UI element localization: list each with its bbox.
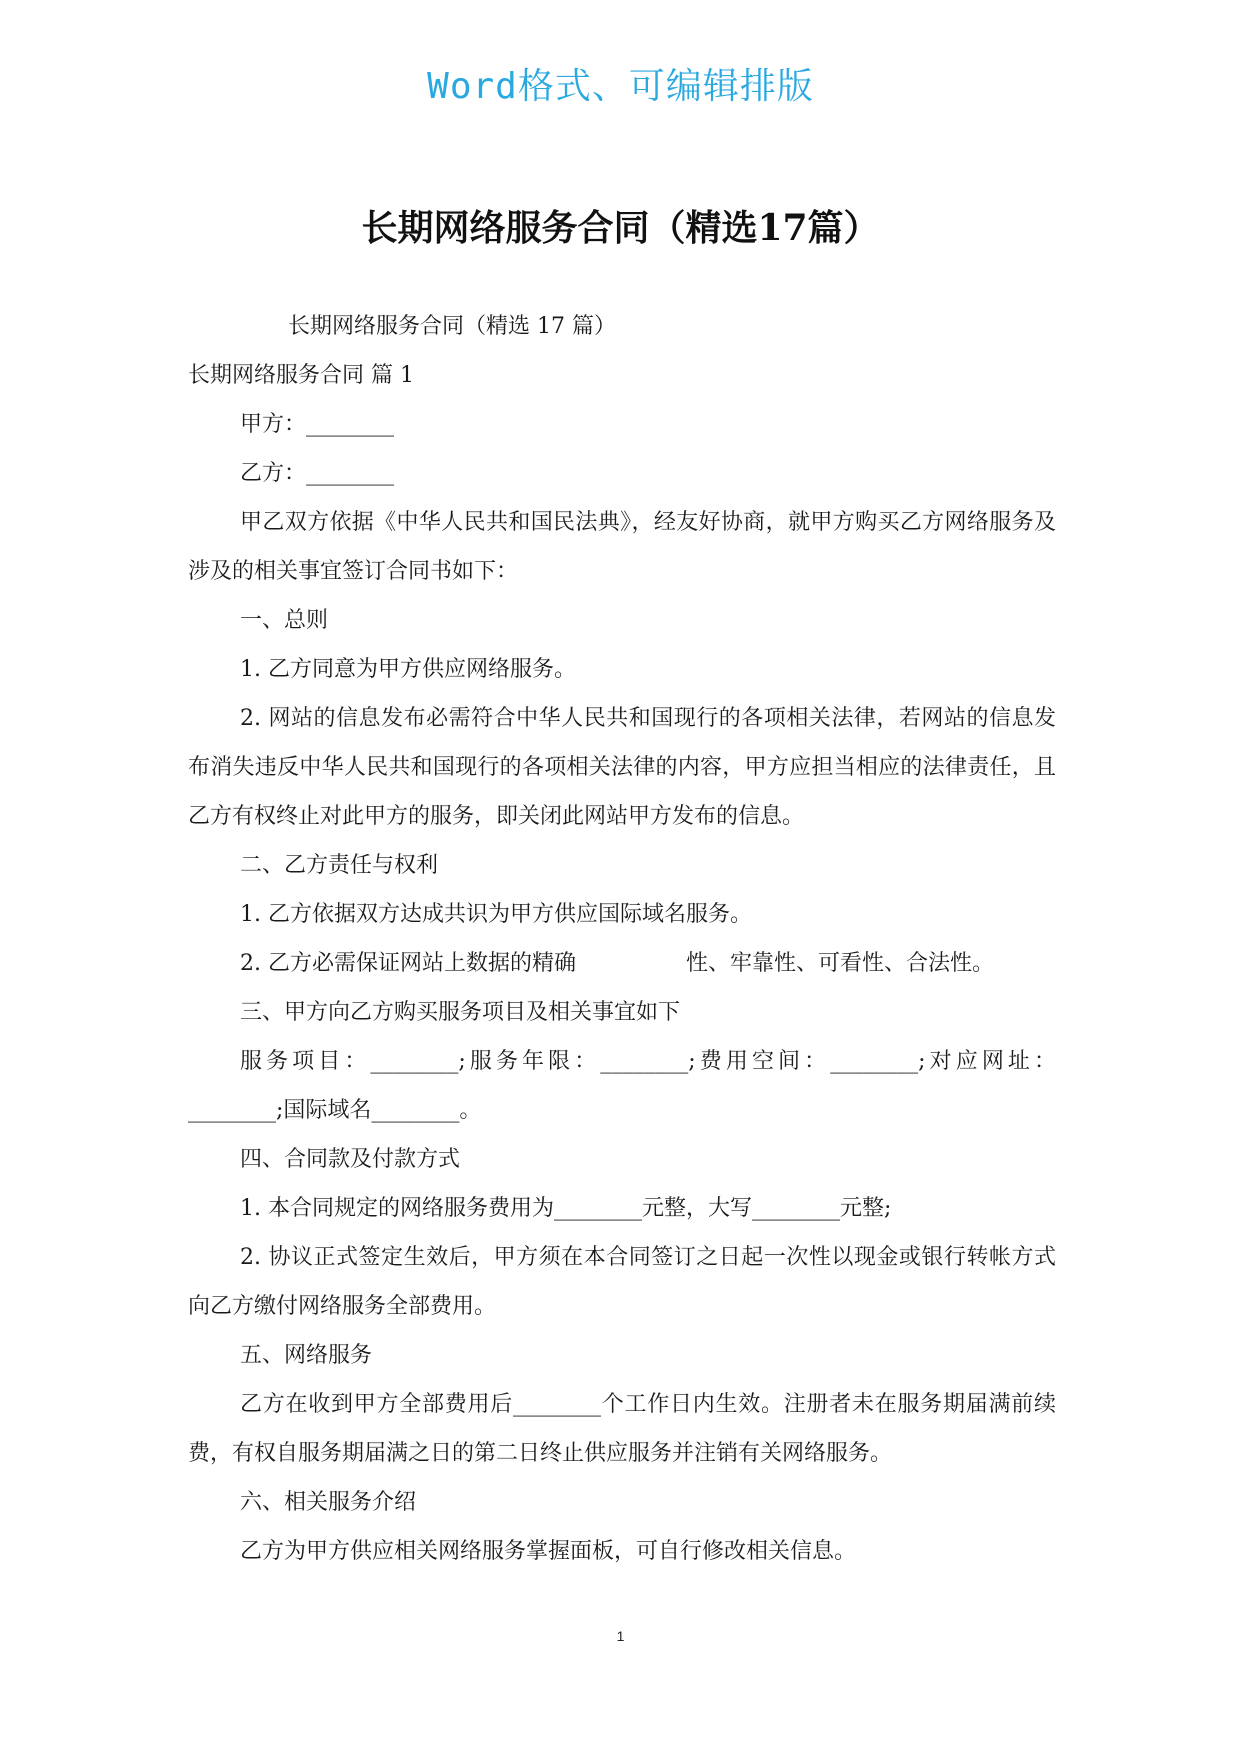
section-related-services: 六、相关服务介绍 (240, 1490, 417, 1515)
section-payment: 四、合同款及付款方式 (240, 1147, 461, 1172)
service-items-fields: 服务项目：________;服务年限：________;费用空间：________;对应网址：________;国际域名________。 (188, 1049, 1056, 1123)
preamble-paragraph: 甲乙双方依据《中华人民共和国民法典》，经友好协商，就甲方购买乙方网络服务及涉及的相关事宜签订合同书如下： (188, 510, 1056, 584)
clause-duties-2: 2. 乙方必需保证网站上数据的精确 性、牢靠性、可看性、合法性。 (240, 951, 994, 976)
clause-payment-1: 1. 本合同规定的网络服务费用为________元整，大写________元整; (240, 1196, 892, 1221)
clause-duties-1: 1. 乙方依据双方达成共识为甲方供应国际域名服务。 (240, 902, 752, 927)
section-network-service: 五、网络服务 (240, 1343, 373, 1368)
clause-general-1: 1. 乙方同意为甲方供应网络服务。 (240, 657, 576, 682)
party-b-line: 乙方：________ (240, 461, 395, 486)
page-title: 长期网络服务合同（精选17篇） (361, 207, 880, 249)
document-body (188, 302, 1056, 1576)
clause-related-services: 乙方为甲方供应相关网络服务掌握面板，可自行修改相关信息。 (240, 1539, 857, 1564)
section-heading-part-1: 长期网络服务合同 篇 1 (188, 363, 414, 388)
clause-payment-2: 2. 协议正式签定生效后，甲方须在本合同签订之日起一次性以现金或银行转帐方式向乙方缴付网络服务全部费用。 (188, 1245, 1056, 1319)
page-number: 1 (616, 1628, 625, 1644)
section-party-b-duties: 二、乙方责任与权利 (240, 853, 439, 878)
clause-network-service: 乙方在收到甲方全部费用后________个工作日内生效。注册者未在服务期届满前续费，有权自服务期届满之日的第二日终止供应服务并注销有关网络服务。 (188, 1392, 1056, 1466)
section-general: 一、总则 (240, 608, 329, 633)
subtitle-line: 长期网络服务合同（精选 17 篇） (288, 314, 616, 339)
party-a-line: 甲方：________ (240, 412, 395, 437)
clause-general-2: 2. 网站的信息发布必需符合中华人民共和国现行的各项相关法律，若网站的信息发布消失违反中华人民共和国现行的各项相关法律的内容，甲方应担当相应的法律责任，且乙方有权终止对此甲方的服务，即关闭此网站甲方发布的信息。 (188, 706, 1056, 829)
format-banner: Word格式、可编辑排版 (427, 66, 814, 107)
section-service-items: 三、甲方向乙方购买服务项目及相关事宜如下 (240, 1000, 681, 1025)
